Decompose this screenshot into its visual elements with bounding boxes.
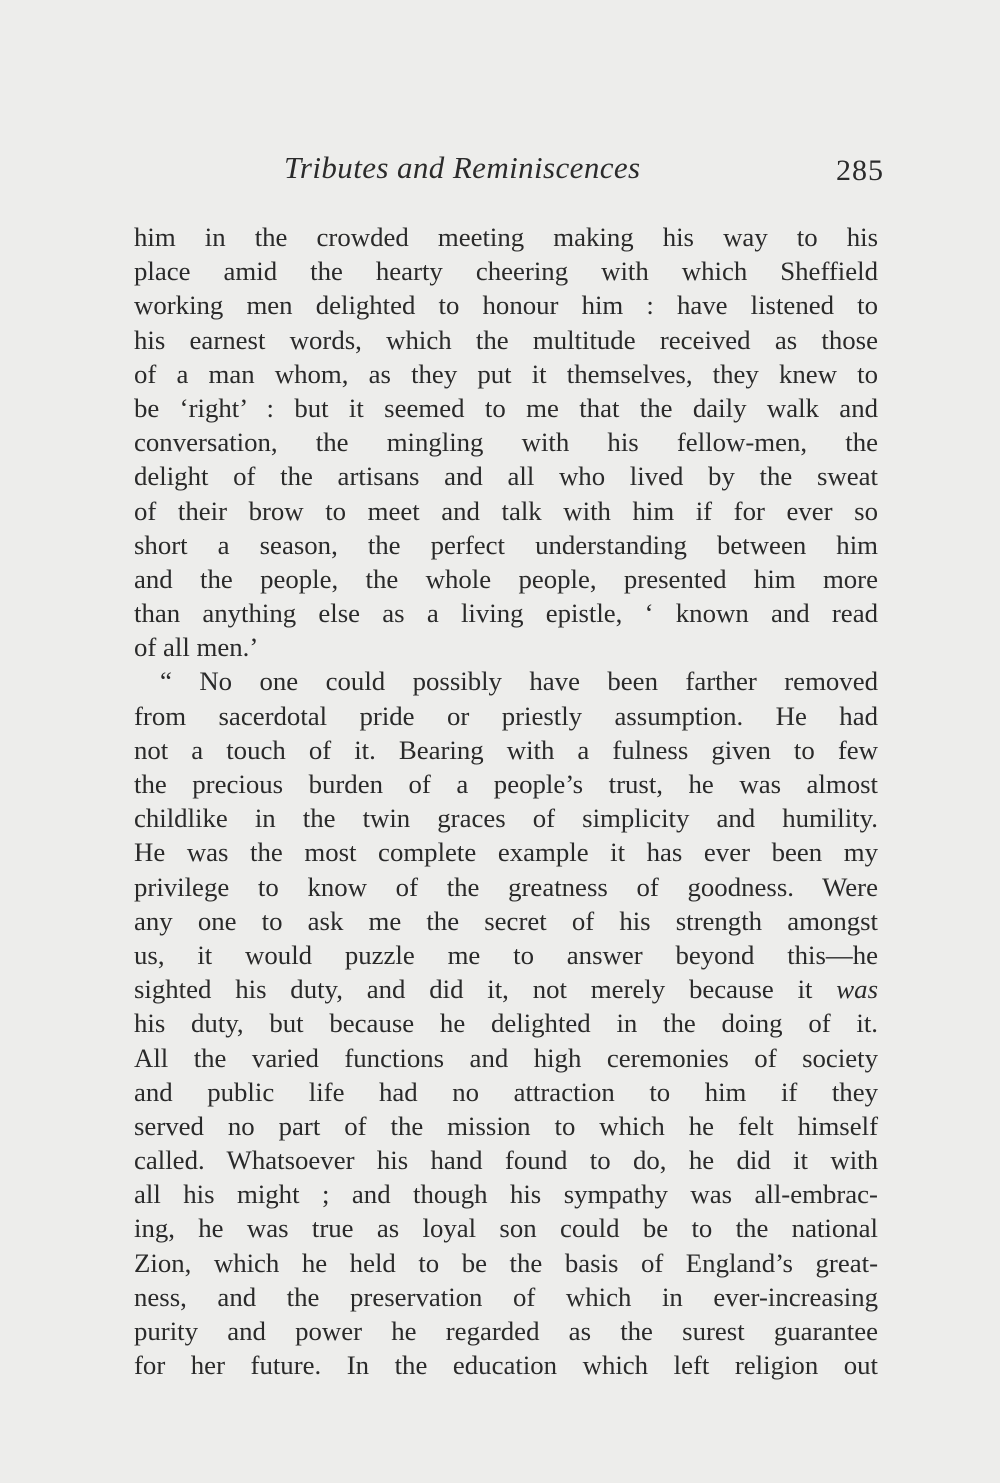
- text-line: short a season, the perfect understanding between him: [134, 529, 878, 560]
- text-line: be ‘right’ : but it seemed to me that the daily walk and: [134, 392, 878, 423]
- text-line: any one to ask me the secret of his strength amongst: [134, 905, 878, 936]
- text-line: us, it would puzzle me to answer beyond this—he: [134, 939, 878, 970]
- text-line: ness, and the preservation of which in ever-increasing: [134, 1281, 878, 1312]
- text-line: delight of the artisans and all who lived by the sweat: [134, 461, 878, 492]
- text-line: ing, he was true as loyal son could be to the national: [134, 1213, 878, 1244]
- text-line: He was the most complete example it has ever been my: [134, 837, 878, 868]
- text-line: him in the crowded meeting making his way to his: [134, 222, 878, 252]
- text-line: for her future. In the education which left religion out: [134, 1350, 878, 1381]
- text-line: from sacerdotal pride or priestly assumption. He had: [134, 700, 878, 731]
- italic-word: was: [836, 974, 878, 1005]
- text-line: All the varied functions and high ceremonies of society: [134, 1042, 878, 1073]
- text-line: the precious burden of a people’s trust, he was almost: [134, 769, 878, 799]
- text-line: his earnest words, which the multitude received as those: [134, 324, 878, 355]
- text-line: place amid the hearty cheering with which Sheffield: [134, 256, 878, 287]
- text-line: working men delighted to honour him : have listened to: [134, 290, 878, 321]
- text-line: of their brow to meet and talk with him if for ever so: [134, 495, 878, 526]
- text-line: than anything else as a living epistle, ‘ known and read: [134, 598, 878, 629]
- text-line: his duty, but because he delighted in the doing of it.: [134, 1008, 878, 1039]
- text-line: of a man whom, as they put it themselves, they knew to: [134, 358, 878, 389]
- body-text: [134, 220, 878, 1382]
- page-number: 285: [836, 154, 884, 187]
- running-title: Tributes and Reminiscences: [284, 150, 641, 185]
- quotation-opening-line: “ No one could possibly have been farther removed: [160, 666, 878, 697]
- text-line: not a touch of it. Bearing with a fulness given to few: [134, 734, 878, 765]
- text-line: called. Whatsoever his hand found to do, he did it with: [134, 1145, 878, 1176]
- text-line: privilege to know of the greatness of goodness. Were: [134, 871, 878, 902]
- text-line: and public life had no attraction to him if they: [134, 1076, 878, 1107]
- text-line: purity and power he regarded as the surest guarantee: [134, 1316, 878, 1346]
- line-text: sighted his duty, and did it, not merely because it: [134, 974, 837, 1005]
- text-line: childlike in the twin graces of simplicity and humility.: [134, 803, 878, 834]
- text-line: Zion, which he held to be the basis of England’s great-: [134, 1247, 878, 1278]
- running-head: [134, 150, 884, 194]
- text-line-with-italic: [134, 972, 878, 1006]
- text-line: all his might ; and though his sympathy was all-embrac-: [134, 1179, 878, 1210]
- text-line: conversation, the mingling with his fellow-men, the: [134, 427, 878, 458]
- text-line: and the people, the whole people, presented him more: [134, 563, 878, 594]
- paragraph-end-line: of all men.’: [134, 632, 259, 663]
- text-line: served no part of the mission to which he felt himself: [134, 1110, 878, 1141]
